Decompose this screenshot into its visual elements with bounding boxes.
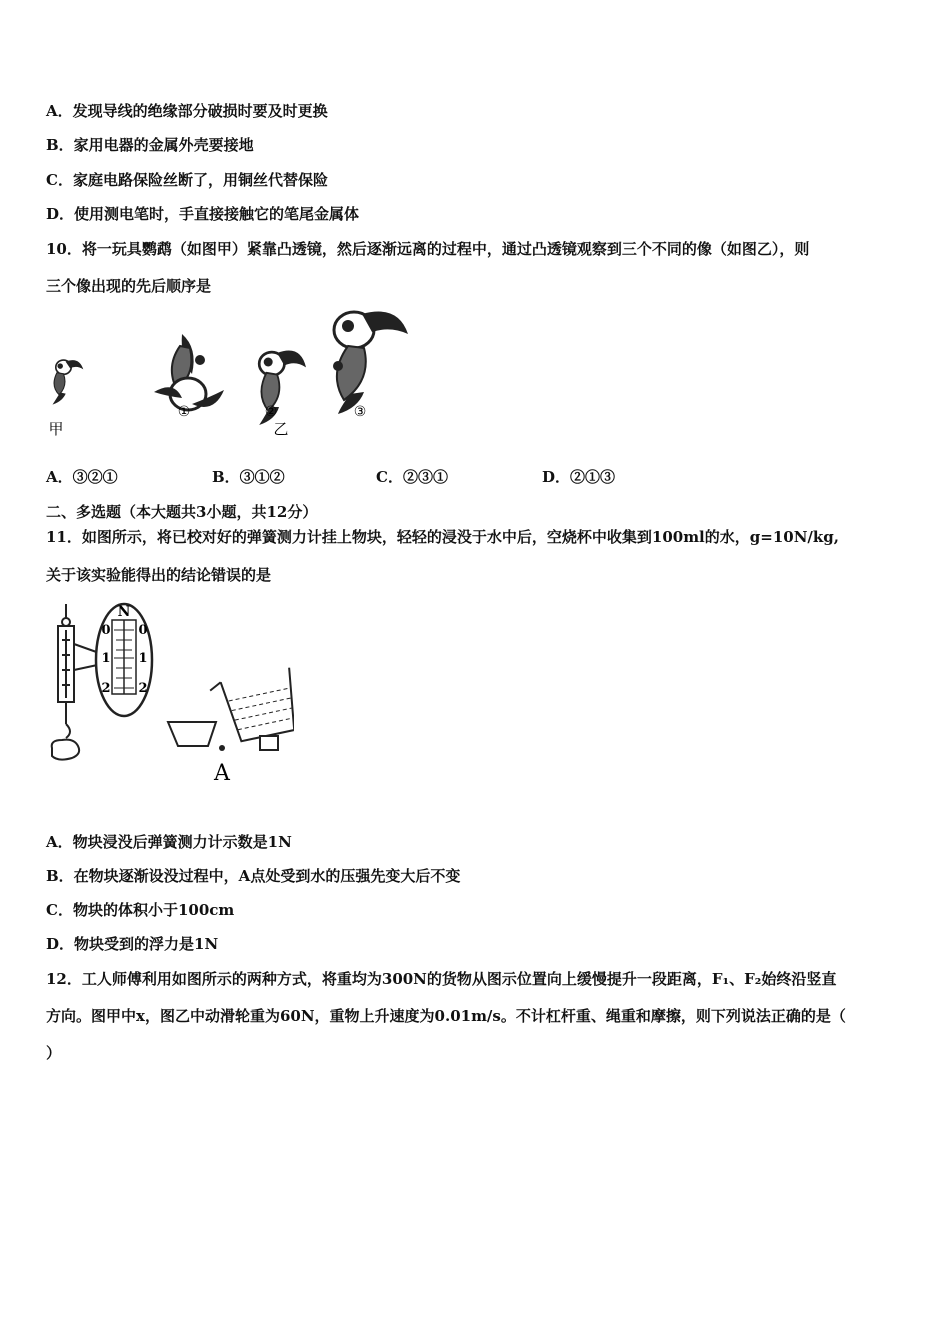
q10-option-d: D．②①③ <box>542 468 616 486</box>
q11-option-a: A．物块浸没后弹簧测力计示数是1N <box>46 833 292 851</box>
q11-option-d: D．物块受到的浮力是1N <box>46 935 219 953</box>
scale-unit-N: N <box>117 604 131 620</box>
tick-2-right: 2 <box>138 681 148 696</box>
zoomed-scale-dial <box>96 604 152 716</box>
parrot-image-1 <box>154 334 224 410</box>
tick-0-right: 0 <box>138 623 148 638</box>
empty-cup <box>168 722 216 746</box>
q11-spring-scale-figure <box>44 600 294 790</box>
parrot-label-3: ③ <box>353 404 367 420</box>
parrot-image-3 <box>333 312 408 415</box>
q12-stem-line2: 方向。图甲中x，图乙中动滑轮重为60N，重物上升速度为0.01m/s。不计杠杆重、绳重和摩擦，则下列说法正确的是（ <box>46 1007 846 1025</box>
q10-option-c: C．②③① <box>376 468 448 486</box>
q9-option-d: D．使用测电笔时，手直接接触它的笔尾金属体 <box>46 205 360 223</box>
overflow-beaker <box>209 668 294 746</box>
q11-option-c: C．物块的体积小于100cm <box>46 901 235 919</box>
section2-heading: 二、多选题（本大题共3小题，共12分） <box>46 503 318 521</box>
q10-option-b: B．③①② <box>212 468 285 486</box>
q11-stem-line1: 11．如图所示，将已校对好的弹簧测力计挂上物块，轻轻的浸没于水中后，空烧杯中收集到100ml的水，g=10N/kg, <box>46 528 839 546</box>
q11-option-b: B．在物块逐渐设没过程中，A点处受到水的压强先变大后不变 <box>46 867 461 885</box>
q9-option-a: A．发现导线的绝缘部分破损时要及时更换 <box>46 102 328 120</box>
q10-stem-line2: 三个像出现的先后顺序是 <box>46 277 212 295</box>
figure-label-yi: 乙 <box>273 420 289 438</box>
q10-options-row <box>46 467 746 487</box>
q10-option-a: A．③②① <box>46 468 118 486</box>
q12-stem-line1: 12．工人师傅利用如图所示的两种方式，将重均为300N的货物从图示位置向上缓慢提升一段距离，F₁、F₂始终沿竖直 <box>46 970 837 988</box>
parrot-label-2: ② <box>264 404 278 420</box>
q9-option-c: C．家庭电路保险丝断了，用铜丝代替保险 <box>46 171 328 189</box>
figure-label-jia: 甲 <box>48 420 64 438</box>
tick-2-left: 2 <box>101 681 111 696</box>
q10-stem-line1: 10．将一玩具鹦鹉（如图甲）紧靠凸透镜，然后逐渐远离的过程中，通过凸透镜观察到三个不同的像（如图乙），则 <box>46 240 810 258</box>
q12-stem-line3: ） <box>46 1044 62 1062</box>
parrot-jia-image <box>53 360 84 405</box>
tick-0-left: 0 <box>101 623 111 638</box>
tick-1-left: 1 <box>101 651 111 666</box>
hanging-block <box>52 740 79 760</box>
q11-stem-line2: 关于该实验能得出的结论错误的是 <box>46 566 272 584</box>
q9-option-b: B．家用电器的金属外壳要接地 <box>46 136 254 154</box>
tick-1-right: 1 <box>138 651 148 666</box>
point-A-label: A <box>214 761 230 786</box>
parrot-label-1: ① <box>177 404 191 420</box>
q10-parrot-figure <box>44 302 424 442</box>
support-block <box>260 736 278 750</box>
spring-scale <box>58 604 74 738</box>
